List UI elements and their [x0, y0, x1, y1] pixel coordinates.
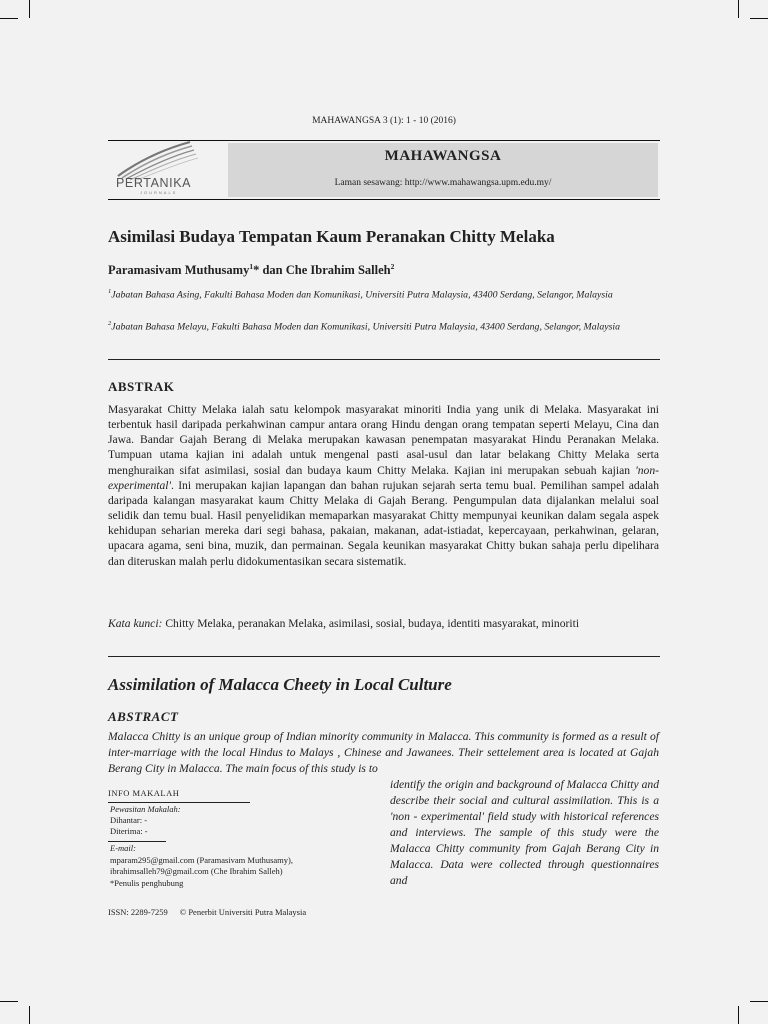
- header-bottom-rule: [108, 199, 660, 200]
- crop-mark-bottom-left-v: [29, 1006, 30, 1024]
- affiliation-2-sup: 2: [108, 320, 112, 327]
- info-email-1: mparam295@gmail.com (Paramasivam Muthusamy),: [110, 855, 293, 865]
- crop-mark-top-right-h: [750, 18, 768, 19]
- journal-url: Laman sesawang: http://www.mahawangsa.upm.edu.my/: [334, 178, 552, 188]
- footer: [108, 907, 306, 917]
- logo-subtext: JOURNALS: [140, 190, 178, 195]
- info-rule-2: [108, 841, 166, 842]
- abstract-heading: ABSTRACT: [108, 709, 179, 724]
- abstrak-body: [108, 402, 659, 569]
- author-2-sup: 2: [390, 262, 395, 271]
- abstrak-text-1: Masyarakat Chitty Melaka ialah satu kelompok masyarakat minoriti India yang unik di Melaka. Masyarakat ini terbentuk hasil daripada perkahwinan campur antara orang Hindu dengan orang tempatan seperti Melayu, Cina dan Jawa. Bandar Gajah Berang di Melaka merupakan kawasan penempatan masyarakat Hindu Peranakan Melaka. Tumpuan utama kajian ini adalah untuk mengenal pasti asal-usul dan latar belakang Chitty Melaka serta menghuraikan sifat asimilasi, sosial dan budaya kaum Chitty Melaka. Kajian ini merupakan sebuah kajian: [108, 403, 659, 477]
- keywords-list: Chitty Melaka, peranakan Melaka, asimilasi, sosial, budaya, identiti masyarakat, minoriti: [162, 617, 580, 630]
- info-pewasitan: Pewasitan Makalah:: [110, 804, 181, 814]
- info-rule-1: [108, 802, 250, 803]
- crop-mark-bottom-right-h: [750, 1001, 768, 1002]
- affiliation-1-text: Jabatan Bahasa Asing, Fakulti Bahasa Moden dan Komunikasi, Universiti Putra Malaysia, 43400 Serdang, Selangor, Malaysia: [111, 289, 613, 301]
- footer-publisher: © Penerbit Universiti Putra Malaysia: [179, 907, 307, 917]
- affiliation-1-sup: 1: [108, 288, 112, 295]
- logo-wordmark: PERTANIKA: [116, 176, 192, 190]
- author-line: [108, 262, 394, 278]
- affiliation-1: [108, 284, 660, 302]
- author-1-sup: 1: [249, 262, 254, 271]
- section-rule-1: [108, 359, 660, 360]
- abstract-column-text: identify the origin and background of Malacca Chitty and describe their social and cultural assimilation. This is a 'non - experimental' field study with historical references and interviews. The sample of this study were the Malacca Chitty community from Gajah Berang City in Malacca. Data were collected through questionnaires and: [390, 778, 659, 887]
- footer-issn: ISSN: 2289-7259: [108, 907, 168, 917]
- author-2: Che Ibrahim Salleh: [285, 263, 391, 278]
- journal-citation: MAHAWANGSA 3 (1): 1 - 10 (2016): [312, 116, 456, 126]
- crop-mark-top-right-v: [738, 0, 739, 18]
- info-corresponding: *Penulis penghubung: [110, 878, 184, 888]
- keywords-label: Kata kunci:: [108, 617, 163, 630]
- abstract-full-width-text: Malacca Chitty is an unique group of Indian minority community in Malacca. This community is formed as a result of inter-marriage with the local Hindus to Malays , Chinese and Jawanees. Their settelement area is located at Gajah Berang City in Malacca. The main focus of this study is to: [108, 730, 659, 775]
- affiliation-2: [108, 316, 660, 334]
- journal-brand-title: MAHAWANGSA: [384, 148, 502, 164]
- keywords-line: [108, 617, 579, 630]
- info-email-2: ibrahimsalleh79@gmail.com (Che Ibrahim Salleh): [110, 866, 283, 876]
- abstrak-text-2: . Ini merupakan kajian lapangan dan bahan rujukan sejarah serta temu bual. Pemilihan sampel adalah daripada kalangan masyarakat kaum Chitty Melaka di Gajah Berang. Pengumpulan data dijalankan melalui soal selidik dan temu bual. Hasil penyelidikan memaparkan masyarakat Chitty mempunyai keunikan dalam segala aspek kehidupan seharian mereka dari segi bahasa, pakaian, makanan, adat-istiadat, kepercayaan, perkahwinan, gelaran, upacara agama, seni bina, muzik, dan permainan. Segala keunikan masyarakat Chitty bukan sahaja perlu dipelihara dan diteruskan malah perlu didokumentasikan secara sistematik.: [108, 478, 659, 568]
- section-rule-2: [108, 656, 660, 657]
- paper-title-english: Assimilation of Malacca Cheety in Local Culture: [108, 675, 452, 694]
- author-1: Paramasivam Muthusamy: [108, 263, 250, 278]
- crop-mark-bottom-right-v: [738, 1006, 739, 1024]
- crop-mark-top-left-h: [0, 18, 18, 19]
- info-diterima: Diterima: -: [110, 826, 148, 836]
- author-separator: * dan: [253, 263, 286, 278]
- info-dihantar: Dihantar: -: [110, 815, 148, 825]
- abstrak-text-italic: 'non-experimental': [108, 463, 659, 492]
- affiliation-2-text: Jabatan Bahasa Melayu, Fakulti Bahasa Moden dan Komunikasi, Universiti Putra Malaysia, 43400 Serdang, Selangor, Malaysia: [111, 321, 620, 333]
- crop-mark-bottom-left-h: [0, 1001, 18, 1002]
- crop-mark-top-left-v: [29, 0, 30, 18]
- paper-title-malay: Asimilasi Budaya Tempatan Kaum Peranakan Chitty Melaka: [108, 227, 555, 246]
- info-makalah-heading: INFO MAKALAH: [108, 788, 180, 798]
- abstrak-heading: ABSTRAK: [108, 379, 175, 394]
- info-email-label: E-mail:: [110, 843, 136, 853]
